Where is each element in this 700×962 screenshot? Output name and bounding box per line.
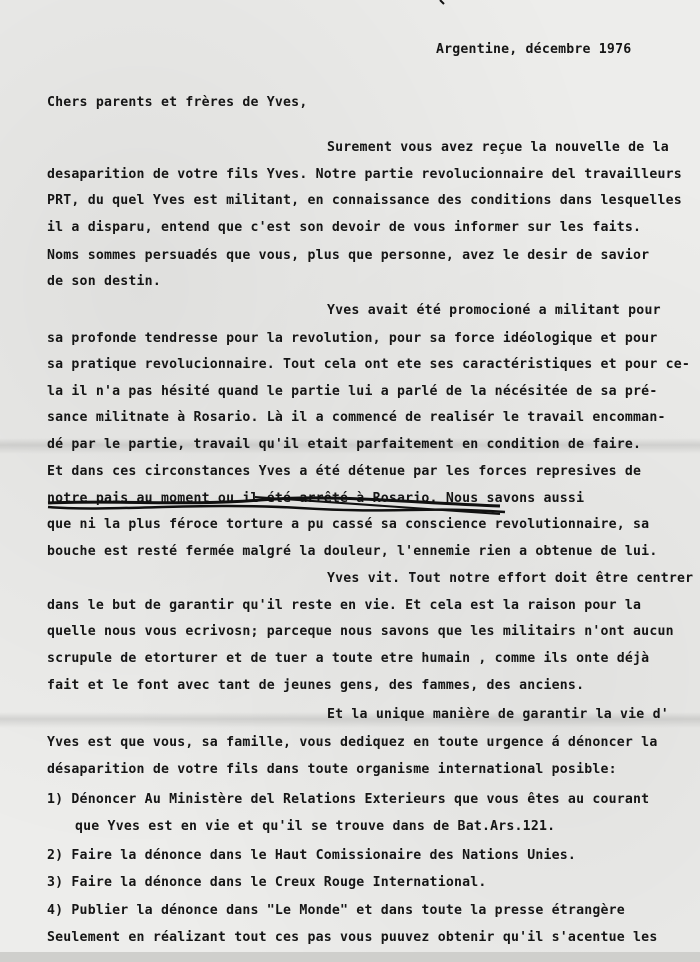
body-line: que ni la plus féroce torture a pu cassé sa conscience revolutionnaire, sa: [47, 517, 650, 532]
body-line: dans le but de garantir qu'il reste en vie. Et cela est la raison pour la: [47, 598, 642, 613]
body-line: sa pratique revolucionnaire. Tout cela ont ete ses caractéristiques et pour ce-: [47, 357, 691, 372]
body-line: sa profonde tendresse pour la revolution, pour sa force idéologique et pour: [47, 331, 658, 346]
body-line: desaparition de votre fils Yves. Notre partie revolucionnaire del travailleurs: [47, 167, 682, 182]
body-line: la il n'a pas hésité quand le partie lui a parlé de la nécésitée de sa pré-: [47, 384, 658, 399]
list-item-4: 4) Publier la dénonce dans "Le Monde" et dans toute la presse étrangère: [47, 903, 625, 918]
body-line: Yves vit. Tout notre effort doit être centrer: [327, 571, 694, 586]
body-line: Surement vous avez reçue la nouvelle de la: [327, 140, 669, 155]
body-line: Yves est que vous, sa famille, vous dediquez en toute urgence á dénoncer la: [47, 735, 658, 750]
body-line: sance militnate à Rosario. Là il a commencé de realisér le travail encomman-: [47, 410, 666, 425]
body-line: bouche est resté fermée malgré la douleur, l'ennemie rien a obtenue de lui.: [47, 544, 658, 559]
body-line: il a disparu, entend que c'est son devoir de vous informer sur les faits.: [47, 220, 642, 235]
list-item-3: 3) Faire la dénonce dans le Creux Rouge International.: [47, 875, 487, 890]
list-item-1: 1) Dénoncer Au Ministère del Relations Exterieurs que vous êtes au courant: [47, 792, 650, 807]
body-line: Noms sommes persuadés que vous, plus que personne, avez le desir de savior: [47, 248, 650, 263]
body-line: fait et le font avec tant de jeunes gens, des fammes, des anciens.: [47, 678, 585, 693]
body-line: Et la unique manière de garantir la vie d': [327, 707, 669, 722]
letter-salutation: Chers parents et frères de Yves,: [47, 95, 308, 110]
letter-date: Argentine, décembre 1976: [436, 42, 632, 57]
body-line: Yves avait été promocioné a militant pour: [327, 303, 661, 318]
body-line: Et dans ces circonstances Yves a été détenue par les forces represives de: [47, 464, 642, 479]
body-line: désaparition de votre fils dans toute organisme international posible:: [47, 762, 617, 777]
body-line: Seulement en réalizant tout ces pas vous puuvez obtenir qu'il s'acentue les: [47, 930, 658, 945]
body-line: quelle nous vous ecrivosn; parceque nous savons que les militairs n'ont aucun: [47, 624, 674, 639]
page-bottom-edge: [0, 952, 700, 962]
list-item-2: 2) Faire la dénonce dans le Haut Comissionaire des Nations Unies.: [47, 848, 577, 863]
body-line: scrupule de etorturer et de tuer a toute etre humain , comme ils onte déjà: [47, 651, 650, 666]
body-line: dé par le partie, travail qu'il etait parfaitement en condition de faire.: [47, 437, 642, 452]
list-item-1-continued: que Yves est en vie et qu'il se trouve dans de Bat.Ars.121.: [75, 819, 556, 834]
body-line: PRT, du quel Yves est militant, en connaissance des conditions dans lesquelles: [47, 193, 682, 208]
body-line: de son destin.: [47, 274, 161, 289]
body-line-crossed: notre pais au moment ou il été arrêté à Rosario. Nous savons aussi: [47, 491, 585, 506]
